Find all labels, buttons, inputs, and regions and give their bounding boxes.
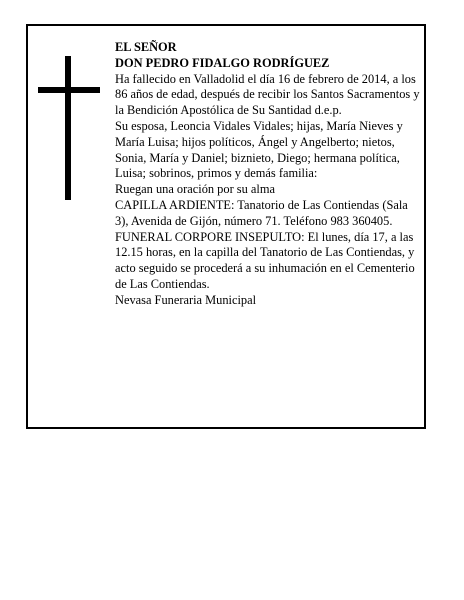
obituary-notice (26, 24, 426, 429)
funeral-info: FUNERAL CORPORE INSEPULTO: El lunes, día 17, a las 12.15 horas, en la capilla del Tanatorio de Las Contiendas, y acto seguido se procederá a su inhumación en el Cementerio de Las Contiendas. (115, 229, 415, 291)
deceased-name: DON PEDRO FIDALGO RODRÍGUEZ (115, 55, 330, 70)
chapel-info: CAPILLA ARDIENTE: Tanatorio de Las Contiendas (Sala 3), Avenida de Gijón, número 71. Teléfono 983 360405. (115, 197, 408, 228)
cross-vertical-bar (65, 56, 71, 200)
funeral-home: Nevasa Funeraria Municipal (115, 292, 257, 307)
prayer-request: Ruegan una oración por su alma (115, 182, 275, 197)
cross-horizontal-bar (38, 87, 100, 93)
latin-cross-icon (38, 56, 100, 200)
family-list: Su esposa, Leoncia Vidales Vidales; hijas, María Nieves y María Luisa; hijos políticos, Ángel y Angelberto; nietos, Sonia, María y Daniel; biznieto, Diego; hermana política, Luisa; sobrinos, primos y demás familia: (115, 118, 403, 181)
notice-title: EL SEÑOR (115, 40, 177, 54)
death-announcement: Ha fallecido en Valladolid el día 16 de febrero de 2014, a los 86 años de edad, después de recibir los Santos Sacramentos y la Bendición Apostólica de Su Santidad d.e.p. (115, 71, 420, 118)
notice-body (115, 40, 423, 309)
